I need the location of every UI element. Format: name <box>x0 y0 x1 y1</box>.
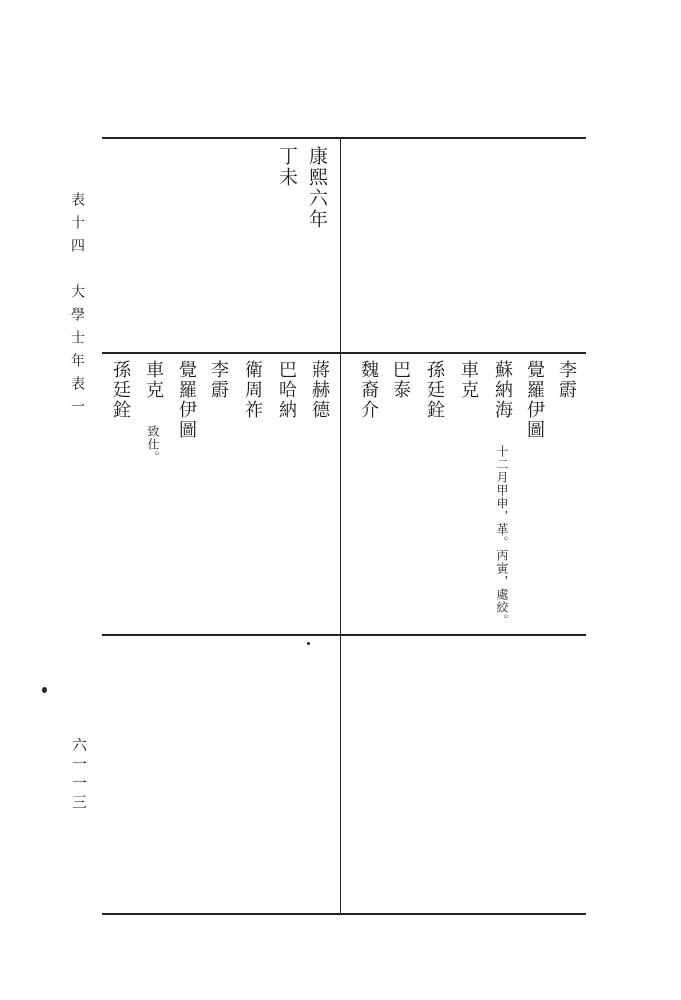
official-name: 覺羅伊圖 <box>524 360 545 440</box>
official-name: 魏裔介 <box>358 360 379 420</box>
official-name: 車克 <box>458 360 479 400</box>
official-name: 巴泰 <box>390 360 411 400</box>
table-bottom-rule <box>102 913 586 915</box>
list-item <box>425 360 443 420</box>
list-item <box>359 360 377 420</box>
list-item <box>277 360 295 420</box>
table-column-divider <box>340 137 341 914</box>
table-top-rule <box>102 137 586 139</box>
ink-speck <box>42 687 47 693</box>
official-name: 蘇納海 <box>492 360 513 420</box>
list-item <box>310 360 328 420</box>
official-name: 巴哈納 <box>276 360 297 420</box>
official-note: 十二月甲申，革。丙寅，處絞。 <box>495 445 509 627</box>
ink-speck <box>307 642 310 645</box>
official-note: 致仕。 <box>146 425 160 464</box>
ganzhi-year: 丁未 <box>276 146 298 188</box>
official-name: 覺羅伊圖 <box>176 360 197 440</box>
table-rule-lower <box>102 634 586 636</box>
list-item <box>144 360 162 464</box>
list-item <box>177 360 195 440</box>
table-rule-middle <box>102 352 586 354</box>
official-name: 孫廷銓 <box>424 360 445 420</box>
official-name: 車克 <box>143 360 164 400</box>
list-item <box>391 360 409 400</box>
side-title: 表十四 大學士年表一 <box>69 192 85 422</box>
official-name: 李霨 <box>556 360 577 400</box>
official-name: 蔣赫德 <box>309 360 330 420</box>
list-item <box>557 360 575 400</box>
official-name: 孫廷銓 <box>110 360 131 420</box>
list-item <box>493 360 511 627</box>
list-item <box>111 360 129 420</box>
official-name: 李霨 <box>208 360 229 400</box>
list-item <box>243 360 261 420</box>
page-number: 六一一三 <box>70 737 88 813</box>
reign-year: 康熙六年 <box>306 146 328 230</box>
list-item <box>209 360 227 400</box>
official-name: 衛周祚 <box>242 360 263 420</box>
list-item <box>525 360 543 440</box>
list-item <box>459 360 477 400</box>
